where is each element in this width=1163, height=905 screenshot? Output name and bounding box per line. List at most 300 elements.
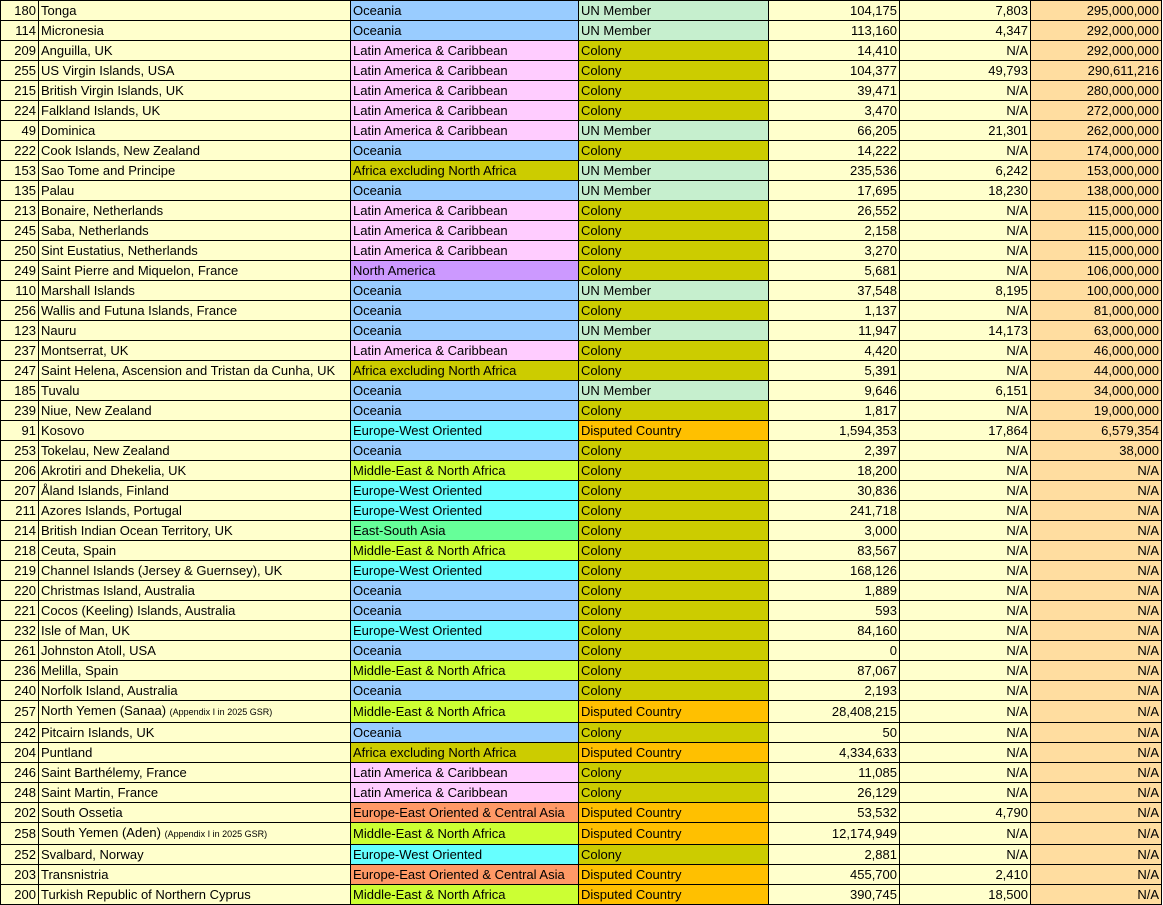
- status-cell[interactable]: Disputed Country: [579, 743, 769, 763]
- row-number-cell[interactable]: 237: [1, 341, 39, 361]
- budget-cell[interactable]: 115,000,000: [1031, 241, 1162, 261]
- gdp-per-capita-cell[interactable]: 4,790: [900, 803, 1031, 823]
- population-cell[interactable]: 235,536: [769, 161, 900, 181]
- country-name-cell[interactable]: [39, 161, 351, 181]
- population-cell[interactable]: 11,947: [769, 321, 900, 341]
- region-cell[interactable]: Oceania: [351, 641, 579, 661]
- row-number-cell[interactable]: 256: [1, 301, 39, 321]
- budget-cell[interactable]: 6,579,354: [1031, 421, 1162, 441]
- budget-cell[interactable]: N/A: [1031, 501, 1162, 521]
- region-cell[interactable]: Oceania: [351, 321, 579, 341]
- country-name-cell[interactable]: [39, 101, 351, 121]
- population-cell[interactable]: 26,552: [769, 201, 900, 221]
- country-name-cell[interactable]: [39, 501, 351, 521]
- country-name-cell[interactable]: [39, 601, 351, 621]
- country-name-cell[interactable]: [39, 763, 351, 783]
- population-cell[interactable]: 11,085: [769, 763, 900, 783]
- population-cell[interactable]: 14,410: [769, 41, 900, 61]
- status-cell[interactable]: Colony: [579, 661, 769, 681]
- status-cell[interactable]: Colony: [579, 641, 769, 661]
- population-cell[interactable]: 30,836: [769, 481, 900, 501]
- budget-cell[interactable]: N/A: [1031, 601, 1162, 621]
- row-number-cell[interactable]: 207: [1, 481, 39, 501]
- region-cell[interactable]: Europe-East Oriented & Central Asia: [351, 865, 579, 885]
- region-cell[interactable]: Oceania: [351, 301, 579, 321]
- gdp-per-capita-cell[interactable]: N/A: [900, 723, 1031, 743]
- population-cell[interactable]: 4,334,633: [769, 743, 900, 763]
- status-cell[interactable]: Colony: [579, 461, 769, 481]
- population-cell[interactable]: 9,646: [769, 381, 900, 401]
- population-cell[interactable]: 17,695: [769, 181, 900, 201]
- country-name-cell[interactable]: [39, 641, 351, 661]
- row-number-cell[interactable]: 180: [1, 1, 39, 21]
- budget-cell[interactable]: N/A: [1031, 783, 1162, 803]
- budget-cell[interactable]: 115,000,000: [1031, 221, 1162, 241]
- region-cell[interactable]: Middle-East & North Africa: [351, 701, 579, 723]
- status-cell[interactable]: Disputed Country: [579, 421, 769, 441]
- row-number-cell[interactable]: 206: [1, 461, 39, 481]
- country-name-cell[interactable]: [39, 281, 351, 301]
- gdp-per-capita-cell[interactable]: N/A: [900, 763, 1031, 783]
- row-number-cell[interactable]: 114: [1, 21, 39, 41]
- status-cell[interactable]: Colony: [579, 221, 769, 241]
- status-cell[interactable]: Colony: [579, 783, 769, 803]
- region-cell[interactable]: Middle-East & North Africa: [351, 823, 579, 845]
- status-cell[interactable]: UN Member: [579, 181, 769, 201]
- country-name-cell[interactable]: [39, 381, 351, 401]
- population-cell[interactable]: 390,745: [769, 885, 900, 905]
- population-cell[interactable]: 26,129: [769, 783, 900, 803]
- region-cell[interactable]: Latin America & Caribbean: [351, 221, 579, 241]
- status-cell[interactable]: UN Member: [579, 381, 769, 401]
- row-number-cell[interactable]: 211: [1, 501, 39, 521]
- population-cell[interactable]: 50: [769, 723, 900, 743]
- row-number-cell[interactable]: 218: [1, 541, 39, 561]
- gdp-per-capita-cell[interactable]: N/A: [900, 581, 1031, 601]
- region-cell[interactable]: Europe-West Oriented: [351, 421, 579, 441]
- gdp-per-capita-cell[interactable]: N/A: [900, 661, 1031, 681]
- budget-cell[interactable]: N/A: [1031, 701, 1162, 723]
- row-number-cell[interactable]: 202: [1, 803, 39, 823]
- country-name-cell[interactable]: [39, 81, 351, 101]
- status-cell[interactable]: Colony: [579, 481, 769, 501]
- status-cell[interactable]: Colony: [579, 201, 769, 221]
- region-cell[interactable]: Europe-East Oriented & Central Asia: [351, 803, 579, 823]
- region-cell[interactable]: Oceania: [351, 601, 579, 621]
- country-name-cell[interactable]: [39, 441, 351, 461]
- status-cell[interactable]: Colony: [579, 681, 769, 701]
- country-name-cell[interactable]: [39, 241, 351, 261]
- status-cell[interactable]: Disputed Country: [579, 803, 769, 823]
- region-cell[interactable]: Oceania: [351, 1, 579, 21]
- gdp-per-capita-cell[interactable]: N/A: [900, 823, 1031, 845]
- country-name-cell[interactable]: [39, 783, 351, 803]
- row-number-cell[interactable]: 214: [1, 521, 39, 541]
- budget-cell[interactable]: 290,611,216: [1031, 61, 1162, 81]
- region-cell[interactable]: Latin America & Caribbean: [351, 341, 579, 361]
- gdp-per-capita-cell[interactable]: N/A: [900, 241, 1031, 261]
- budget-cell[interactable]: 38,000: [1031, 441, 1162, 461]
- budget-cell[interactable]: N/A: [1031, 885, 1162, 905]
- gdp-per-capita-cell[interactable]: 6,242: [900, 161, 1031, 181]
- gdp-per-capita-cell[interactable]: N/A: [900, 41, 1031, 61]
- row-number-cell[interactable]: 258: [1, 823, 39, 845]
- population-cell[interactable]: 5,681: [769, 261, 900, 281]
- budget-cell[interactable]: 34,000,000: [1031, 381, 1162, 401]
- population-cell[interactable]: 168,126: [769, 561, 900, 581]
- row-number-cell[interactable]: 123: [1, 321, 39, 341]
- population-cell[interactable]: 104,377: [769, 61, 900, 81]
- gdp-per-capita-cell[interactable]: N/A: [900, 141, 1031, 161]
- population-cell[interactable]: 14,222: [769, 141, 900, 161]
- region-cell[interactable]: Europe-West Oriented: [351, 561, 579, 581]
- country-name-cell[interactable]: [39, 321, 351, 341]
- gdp-per-capita-cell[interactable]: N/A: [900, 641, 1031, 661]
- country-name-cell[interactable]: [39, 541, 351, 561]
- region-cell[interactable]: Oceania: [351, 21, 579, 41]
- region-cell[interactable]: Europe-West Oriented: [351, 481, 579, 501]
- region-cell[interactable]: Africa excluding North Africa: [351, 361, 579, 381]
- gdp-per-capita-cell[interactable]: 4,347: [900, 21, 1031, 41]
- row-number-cell[interactable]: 215: [1, 81, 39, 101]
- budget-cell[interactable]: 272,000,000: [1031, 101, 1162, 121]
- country-name-cell[interactable]: [39, 261, 351, 281]
- gdp-per-capita-cell[interactable]: N/A: [900, 561, 1031, 581]
- budget-cell[interactable]: N/A: [1031, 845, 1162, 865]
- gdp-per-capita-cell[interactable]: 7,803: [900, 1, 1031, 21]
- budget-cell[interactable]: 100,000,000: [1031, 281, 1162, 301]
- row-number-cell[interactable]: 200: [1, 885, 39, 905]
- region-cell[interactable]: Africa excluding North Africa: [351, 161, 579, 181]
- status-cell[interactable]: UN Member: [579, 321, 769, 341]
- status-cell[interactable]: Colony: [579, 401, 769, 421]
- country-name-cell[interactable]: [39, 701, 351, 723]
- population-cell[interactable]: 66,205: [769, 121, 900, 141]
- budget-cell[interactable]: N/A: [1031, 681, 1162, 701]
- region-cell[interactable]: Latin America & Caribbean: [351, 241, 579, 261]
- population-cell[interactable]: 1,817: [769, 401, 900, 421]
- row-number-cell[interactable]: 249: [1, 261, 39, 281]
- country-name-cell[interactable]: [39, 743, 351, 763]
- status-cell[interactable]: Colony: [579, 241, 769, 261]
- region-cell[interactable]: Oceania: [351, 401, 579, 421]
- budget-cell[interactable]: 295,000,000: [1031, 1, 1162, 21]
- row-number-cell[interactable]: 220: [1, 581, 39, 601]
- population-cell[interactable]: 84,160: [769, 621, 900, 641]
- status-cell[interactable]: UN Member: [579, 1, 769, 21]
- row-number-cell[interactable]: 135: [1, 181, 39, 201]
- budget-cell[interactable]: 153,000,000: [1031, 161, 1162, 181]
- population-cell[interactable]: 113,160: [769, 21, 900, 41]
- status-cell[interactable]: Colony: [579, 81, 769, 101]
- region-cell[interactable]: Oceania: [351, 181, 579, 201]
- status-cell[interactable]: Colony: [579, 521, 769, 541]
- region-cell[interactable]: Oceania: [351, 581, 579, 601]
- budget-cell[interactable]: 292,000,000: [1031, 41, 1162, 61]
- row-number-cell[interactable]: 224: [1, 101, 39, 121]
- region-cell[interactable]: Latin America & Caribbean: [351, 101, 579, 121]
- budget-cell[interactable]: 106,000,000: [1031, 261, 1162, 281]
- gdp-per-capita-cell[interactable]: 18,500: [900, 885, 1031, 905]
- gdp-per-capita-cell[interactable]: 2,410: [900, 865, 1031, 885]
- budget-cell[interactable]: N/A: [1031, 661, 1162, 681]
- gdp-per-capita-cell[interactable]: N/A: [900, 81, 1031, 101]
- region-cell[interactable]: Latin America & Caribbean: [351, 201, 579, 221]
- country-name-cell[interactable]: [39, 61, 351, 81]
- row-number-cell[interactable]: 221: [1, 601, 39, 621]
- status-cell[interactable]: Colony: [579, 501, 769, 521]
- status-cell[interactable]: Colony: [579, 621, 769, 641]
- row-number-cell[interactable]: 232: [1, 621, 39, 641]
- population-cell[interactable]: 83,567: [769, 541, 900, 561]
- country-name-cell[interactable]: [39, 21, 351, 41]
- row-number-cell[interactable]: 209: [1, 41, 39, 61]
- region-cell[interactable]: Oceania: [351, 681, 579, 701]
- region-cell[interactable]: East-South Asia: [351, 521, 579, 541]
- budget-cell[interactable]: 174,000,000: [1031, 141, 1162, 161]
- population-cell[interactable]: 53,532: [769, 803, 900, 823]
- budget-cell[interactable]: N/A: [1031, 723, 1162, 743]
- row-number-cell[interactable]: 91: [1, 421, 39, 441]
- row-number-cell[interactable]: 153: [1, 161, 39, 181]
- status-cell[interactable]: Colony: [579, 763, 769, 783]
- population-cell[interactable]: 1,889: [769, 581, 900, 601]
- population-cell[interactable]: 5,391: [769, 361, 900, 381]
- region-cell[interactable]: Middle-East & North Africa: [351, 541, 579, 561]
- region-cell[interactable]: Latin America & Caribbean: [351, 763, 579, 783]
- status-cell[interactable]: Disputed Country: [579, 885, 769, 905]
- budget-cell[interactable]: 19,000,000: [1031, 401, 1162, 421]
- gdp-per-capita-cell[interactable]: N/A: [900, 783, 1031, 803]
- budget-cell[interactable]: 262,000,000: [1031, 121, 1162, 141]
- country-name-cell[interactable]: [39, 341, 351, 361]
- gdp-per-capita-cell[interactable]: N/A: [900, 441, 1031, 461]
- region-cell[interactable]: Europe-West Oriented: [351, 621, 579, 641]
- country-name-cell[interactable]: [39, 201, 351, 221]
- row-number-cell[interactable]: 203: [1, 865, 39, 885]
- row-number-cell[interactable]: 242: [1, 723, 39, 743]
- gdp-per-capita-cell[interactable]: N/A: [900, 201, 1031, 221]
- gdp-per-capita-cell[interactable]: N/A: [900, 481, 1031, 501]
- region-cell[interactable]: Latin America & Caribbean: [351, 41, 579, 61]
- population-cell[interactable]: 3,470: [769, 101, 900, 121]
- population-cell[interactable]: 2,397: [769, 441, 900, 461]
- country-name-cell[interactable]: [39, 521, 351, 541]
- gdp-per-capita-cell[interactable]: 49,793: [900, 61, 1031, 81]
- row-number-cell[interactable]: 240: [1, 681, 39, 701]
- region-cell[interactable]: Oceania: [351, 281, 579, 301]
- status-cell[interactable]: Colony: [579, 361, 769, 381]
- status-cell[interactable]: Colony: [579, 341, 769, 361]
- gdp-per-capita-cell[interactable]: N/A: [900, 621, 1031, 641]
- status-cell[interactable]: UN Member: [579, 121, 769, 141]
- country-name-cell[interactable]: [39, 581, 351, 601]
- country-name-cell[interactable]: [39, 1, 351, 21]
- population-cell[interactable]: 2,193: [769, 681, 900, 701]
- budget-cell[interactable]: N/A: [1031, 521, 1162, 541]
- status-cell[interactable]: Colony: [579, 845, 769, 865]
- gdp-per-capita-cell[interactable]: 18,230: [900, 181, 1031, 201]
- gdp-per-capita-cell[interactable]: 8,195: [900, 281, 1031, 301]
- region-cell[interactable]: Latin America & Caribbean: [351, 121, 579, 141]
- country-name-cell[interactable]: [39, 661, 351, 681]
- region-cell[interactable]: Oceania: [351, 723, 579, 743]
- population-cell[interactable]: 12,174,949: [769, 823, 900, 845]
- country-name-cell[interactable]: [39, 401, 351, 421]
- row-number-cell[interactable]: 222: [1, 141, 39, 161]
- status-cell[interactable]: Colony: [579, 581, 769, 601]
- country-name-cell[interactable]: [39, 41, 351, 61]
- row-number-cell[interactable]: 110: [1, 281, 39, 301]
- country-name-cell[interactable]: [39, 141, 351, 161]
- gdp-per-capita-cell[interactable]: N/A: [900, 101, 1031, 121]
- country-name-cell[interactable]: [39, 823, 351, 845]
- gdp-per-capita-cell[interactable]: N/A: [900, 521, 1031, 541]
- country-name-cell[interactable]: [39, 681, 351, 701]
- gdp-per-capita-cell[interactable]: N/A: [900, 221, 1031, 241]
- region-cell[interactable]: Oceania: [351, 141, 579, 161]
- region-cell[interactable]: Oceania: [351, 381, 579, 401]
- gdp-per-capita-cell[interactable]: N/A: [900, 541, 1031, 561]
- gdp-per-capita-cell[interactable]: N/A: [900, 301, 1031, 321]
- population-cell[interactable]: 3,000: [769, 521, 900, 541]
- gdp-per-capita-cell[interactable]: N/A: [900, 401, 1031, 421]
- population-cell[interactable]: 37,548: [769, 281, 900, 301]
- population-cell[interactable]: 2,881: [769, 845, 900, 865]
- budget-cell[interactable]: N/A: [1031, 763, 1162, 783]
- population-cell[interactable]: 87,067: [769, 661, 900, 681]
- population-cell[interactable]: 455,700: [769, 865, 900, 885]
- gdp-per-capita-cell[interactable]: N/A: [900, 601, 1031, 621]
- budget-cell[interactable]: 46,000,000: [1031, 341, 1162, 361]
- country-name-cell[interactable]: [39, 121, 351, 141]
- budget-cell[interactable]: N/A: [1031, 823, 1162, 845]
- row-number-cell[interactable]: 219: [1, 561, 39, 581]
- status-cell[interactable]: Colony: [579, 441, 769, 461]
- row-number-cell[interactable]: 257: [1, 701, 39, 723]
- status-cell[interactable]: Colony: [579, 301, 769, 321]
- row-number-cell[interactable]: 248: [1, 783, 39, 803]
- budget-cell[interactable]: N/A: [1031, 461, 1162, 481]
- country-name-cell[interactable]: [39, 361, 351, 381]
- population-cell[interactable]: 2,158: [769, 221, 900, 241]
- country-name-cell[interactable]: [39, 221, 351, 241]
- region-cell[interactable]: Latin America & Caribbean: [351, 81, 579, 101]
- country-name-cell[interactable]: [39, 561, 351, 581]
- gdp-per-capita-cell[interactable]: N/A: [900, 261, 1031, 281]
- status-cell[interactable]: Colony: [579, 723, 769, 743]
- row-number-cell[interactable]: 239: [1, 401, 39, 421]
- row-number-cell[interactable]: 253: [1, 441, 39, 461]
- budget-cell[interactable]: N/A: [1031, 621, 1162, 641]
- population-cell[interactable]: 39,471: [769, 81, 900, 101]
- country-name-cell[interactable]: [39, 845, 351, 865]
- region-cell[interactable]: Middle-East & North Africa: [351, 461, 579, 481]
- budget-cell[interactable]: N/A: [1031, 641, 1162, 661]
- gdp-per-capita-cell[interactable]: 17,864: [900, 421, 1031, 441]
- budget-cell[interactable]: 292,000,000: [1031, 21, 1162, 41]
- region-cell[interactable]: Latin America & Caribbean: [351, 783, 579, 803]
- country-name-cell[interactable]: [39, 481, 351, 501]
- gdp-per-capita-cell[interactable]: 21,301: [900, 121, 1031, 141]
- status-cell[interactable]: Colony: [579, 41, 769, 61]
- status-cell[interactable]: Colony: [579, 561, 769, 581]
- country-name-cell[interactable]: [39, 803, 351, 823]
- gdp-per-capita-cell[interactable]: 6,151: [900, 381, 1031, 401]
- row-number-cell[interactable]: 255: [1, 61, 39, 81]
- region-cell[interactable]: Latin America & Caribbean: [351, 61, 579, 81]
- region-cell[interactable]: Oceania: [351, 441, 579, 461]
- country-name-cell[interactable]: [39, 421, 351, 441]
- budget-cell[interactable]: N/A: [1031, 481, 1162, 501]
- row-number-cell[interactable]: 261: [1, 641, 39, 661]
- budget-cell[interactable]: N/A: [1031, 803, 1162, 823]
- population-cell[interactable]: 1,594,353: [769, 421, 900, 441]
- row-number-cell[interactable]: 185: [1, 381, 39, 401]
- region-cell[interactable]: Europe-West Oriented: [351, 845, 579, 865]
- region-cell[interactable]: Middle-East & North Africa: [351, 661, 579, 681]
- row-number-cell[interactable]: 247: [1, 361, 39, 381]
- status-cell[interactable]: Colony: [579, 61, 769, 81]
- budget-cell[interactable]: 63,000,000: [1031, 321, 1162, 341]
- budget-cell[interactable]: 81,000,000: [1031, 301, 1162, 321]
- row-number-cell[interactable]: 213: [1, 201, 39, 221]
- population-cell[interactable]: 28,408,215: [769, 701, 900, 723]
- status-cell[interactable]: Disputed Country: [579, 701, 769, 723]
- budget-cell[interactable]: 44,000,000: [1031, 361, 1162, 381]
- row-number-cell[interactable]: 49: [1, 121, 39, 141]
- row-number-cell[interactable]: 246: [1, 763, 39, 783]
- region-cell[interactable]: Middle-East & North Africa: [351, 885, 579, 905]
- country-name-cell[interactable]: [39, 621, 351, 641]
- budget-cell[interactable]: N/A: [1031, 541, 1162, 561]
- budget-cell[interactable]: N/A: [1031, 561, 1162, 581]
- budget-cell[interactable]: 280,000,000: [1031, 81, 1162, 101]
- budget-cell[interactable]: 138,000,000: [1031, 181, 1162, 201]
- status-cell[interactable]: Colony: [579, 141, 769, 161]
- budget-cell[interactable]: N/A: [1031, 581, 1162, 601]
- status-cell[interactable]: Disputed Country: [579, 865, 769, 885]
- budget-cell[interactable]: 115,000,000: [1031, 201, 1162, 221]
- population-cell[interactable]: 3,270: [769, 241, 900, 261]
- population-cell[interactable]: 1,137: [769, 301, 900, 321]
- region-cell[interactable]: North America: [351, 261, 579, 281]
- gdp-per-capita-cell[interactable]: 14,173: [900, 321, 1031, 341]
- status-cell[interactable]: UN Member: [579, 281, 769, 301]
- budget-cell[interactable]: N/A: [1031, 865, 1162, 885]
- population-cell[interactable]: 241,718: [769, 501, 900, 521]
- gdp-per-capita-cell[interactable]: N/A: [900, 501, 1031, 521]
- row-number-cell[interactable]: 236: [1, 661, 39, 681]
- status-cell[interactable]: Colony: [579, 541, 769, 561]
- gdp-per-capita-cell[interactable]: N/A: [900, 681, 1031, 701]
- country-name-cell[interactable]: [39, 865, 351, 885]
- status-cell[interactable]: Colony: [579, 261, 769, 281]
- gdp-per-capita-cell[interactable]: N/A: [900, 361, 1031, 381]
- gdp-per-capita-cell[interactable]: N/A: [900, 845, 1031, 865]
- status-cell[interactable]: Colony: [579, 601, 769, 621]
- status-cell[interactable]: Colony: [579, 101, 769, 121]
- country-name-cell[interactable]: [39, 301, 351, 321]
- region-cell[interactable]: Europe-West Oriented: [351, 501, 579, 521]
- population-cell[interactable]: 0: [769, 641, 900, 661]
- status-cell[interactable]: UN Member: [579, 21, 769, 41]
- gdp-per-capita-cell[interactable]: N/A: [900, 461, 1031, 481]
- region-cell[interactable]: Africa excluding North Africa: [351, 743, 579, 763]
- row-number-cell[interactable]: 245: [1, 221, 39, 241]
- country-name-cell[interactable]: [39, 181, 351, 201]
- status-cell[interactable]: UN Member: [579, 161, 769, 181]
